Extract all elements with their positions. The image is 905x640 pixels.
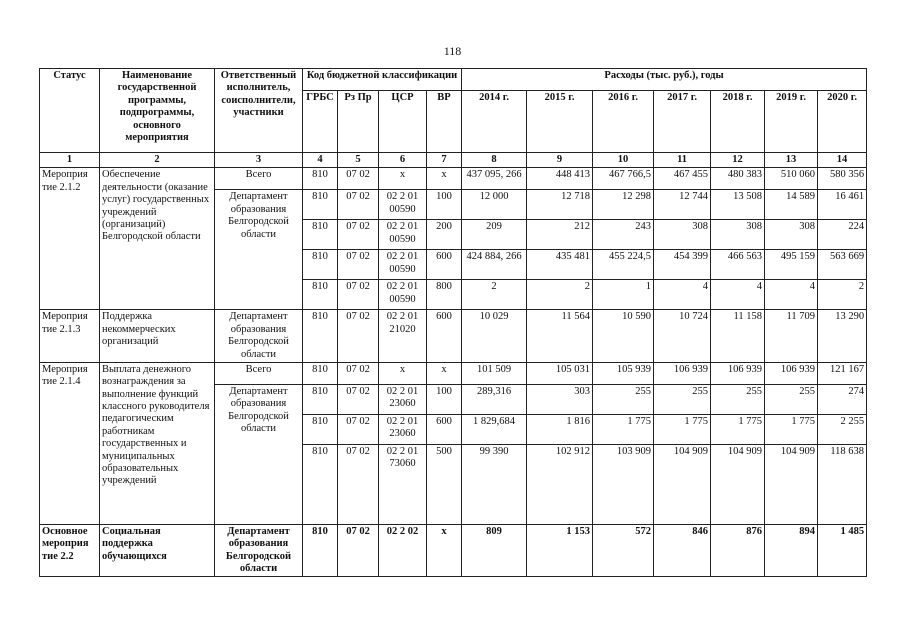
csr-cell: х (379, 362, 427, 384)
expense-value-cell: 14 589 (765, 190, 818, 220)
expense-value-cell: 106 939 (711, 362, 765, 384)
column-index: 3 (215, 153, 303, 168)
expense-value-cell: 2 (462, 280, 527, 310)
grbs-cell: 810 (303, 384, 338, 414)
column-index: 10 (593, 153, 654, 168)
expense-value-cell: 13 290 (818, 310, 867, 363)
rzpr-cell: 07 02 (338, 310, 379, 363)
csr-cell: 02 2 01 00590 (379, 220, 427, 250)
responsible-cell: Департамент образования Белгородской области (215, 524, 303, 577)
expense-value-cell: 876 (711, 524, 765, 577)
expense-value-cell: 104 909 (711, 444, 765, 524)
expense-value-cell: 274 (818, 384, 867, 414)
responsible-cell: Департамент образования Белгородской области (215, 190, 303, 310)
expense-value-cell: 10 029 (462, 310, 527, 363)
expense-value-cell: 16 461 (818, 190, 867, 220)
expense-value-cell: 510 060 (765, 168, 818, 190)
expense-value-cell: 455 224,5 (593, 250, 654, 280)
header-year: 2015 г. (527, 91, 593, 153)
expense-value-cell: 303 (527, 384, 593, 414)
csr-cell: 02 2 01 73060 (379, 444, 427, 524)
expense-value-cell: 255 (654, 384, 711, 414)
header-vr: ВР (427, 91, 462, 153)
header-responsible: Ответственный исполнитель, соисполнители, участники (215, 69, 303, 153)
expense-value-cell: 308 (654, 220, 711, 250)
measure-name-cell: Социальная поддержка обучающихся (100, 524, 215, 577)
rzpr-cell: 07 02 (338, 250, 379, 280)
status-cell: Мероприя тие 2.1.3 (40, 310, 100, 363)
expense-value-cell: 308 (711, 220, 765, 250)
csr-cell: 02 2 01 00590 (379, 190, 427, 220)
expense-value-cell: 809 (462, 524, 527, 577)
vr-cell: 600 (427, 310, 462, 363)
vr-cell: 100 (427, 190, 462, 220)
column-index: 5 (338, 153, 379, 168)
header-year: 2019 г. (765, 91, 818, 153)
expense-value-cell: 104 909 (654, 444, 711, 524)
grbs-cell: 810 (303, 414, 338, 444)
responsible-cell: Департамент образования Белгородской области (215, 310, 303, 363)
expense-value-cell: 11 709 (765, 310, 818, 363)
expense-value-cell: 448 413 (527, 168, 593, 190)
csr-cell: 02 2 01 00590 (379, 280, 427, 310)
vr-cell: х (427, 524, 462, 577)
rzpr-cell: 07 02 (338, 362, 379, 384)
expense-value-cell: 4 (765, 280, 818, 310)
expense-value-cell: 11 564 (527, 310, 593, 363)
header-year: 2017 г. (654, 91, 711, 153)
csr-cell: 02 2 01 21020 (379, 310, 427, 363)
column-index: 1 (40, 153, 100, 168)
expense-value-cell: 894 (765, 524, 818, 577)
expense-value-cell: 1 829,684 (462, 414, 527, 444)
rzpr-cell: 07 02 (338, 444, 379, 524)
header-year: 2016 г. (593, 91, 654, 153)
expense-value-cell: 118 638 (818, 444, 867, 524)
expense-value-cell: 424 884, 266 (462, 250, 527, 280)
expense-value-cell: 106 939 (654, 362, 711, 384)
expense-value-cell: 10 590 (593, 310, 654, 363)
responsible-cell: Всего (215, 168, 303, 190)
expense-value-cell: 209 (462, 220, 527, 250)
csr-cell: 02 2 01 23060 (379, 414, 427, 444)
column-index: 11 (654, 153, 711, 168)
expense-value-cell: 2 (527, 280, 593, 310)
measure-name-cell: Обеспечение деятельности (оказание услуг) государственных учреждений (организаций) Белгородской области (100, 168, 215, 310)
expense-value-cell: 580 356 (818, 168, 867, 190)
expense-value-cell: 563 669 (818, 250, 867, 280)
header-year: 2014 г. (462, 91, 527, 153)
expense-value-cell: 101 509 (462, 362, 527, 384)
header-year: 2020 г. (818, 91, 867, 153)
expense-value-cell: 255 (593, 384, 654, 414)
column-index: 13 (765, 153, 818, 168)
expense-value-cell: 289,316 (462, 384, 527, 414)
csr-cell: 02 2 02 (379, 524, 427, 577)
grbs-cell: 810 (303, 310, 338, 363)
measure-name-cell: Выплата денежного вознаграждения за выполнение функций классного руководителя педагогическим работникам государственных и муниципальных образовательных учреждений (100, 362, 215, 524)
column-index: 6 (379, 153, 427, 168)
expense-value-cell: 104 909 (765, 444, 818, 524)
expense-value-cell: 224 (818, 220, 867, 250)
header-csr: ЦСР (379, 91, 427, 153)
grbs-cell: 810 (303, 280, 338, 310)
expense-value-cell: 467 455 (654, 168, 711, 190)
column-index: 14 (818, 153, 867, 168)
budget-table (39, 68, 867, 577)
header-expenses: Расходы (тыс. руб.), годы (462, 69, 867, 91)
responsible-cell: Департамент образования Белгородской области (215, 384, 303, 524)
vr-cell: 200 (427, 220, 462, 250)
grbs-cell: 810 (303, 362, 338, 384)
status-cell: Мероприя тие 2.1.4 (40, 362, 100, 524)
rzpr-cell: 07 02 (338, 168, 379, 190)
expense-value-cell: 12 298 (593, 190, 654, 220)
column-index: 12 (711, 153, 765, 168)
expense-value-cell: 99 390 (462, 444, 527, 524)
measure-name-cell: Поддержка некоммерческих организаций (100, 310, 215, 363)
header-rzpr: Рз Пр (338, 91, 379, 153)
expense-value-cell: 12 000 (462, 190, 527, 220)
header-budget-code: Код бюджетной классификации (303, 69, 462, 91)
grbs-cell: 810 (303, 220, 338, 250)
header-name: Наименование государственной программы, подпрограммы, основного мероприятия (100, 69, 215, 153)
header-status: Статус (40, 69, 100, 153)
column-index: 9 (527, 153, 593, 168)
column-index: 2 (100, 153, 215, 168)
table-row (40, 310, 867, 363)
expense-value-cell: 10 724 (654, 310, 711, 363)
header-grbs: ГРБС (303, 91, 338, 153)
expense-value-cell: 255 (711, 384, 765, 414)
expense-value-cell: 4 (711, 280, 765, 310)
expense-value-cell: 2 (818, 280, 867, 310)
expense-value-cell: 12 744 (654, 190, 711, 220)
expense-value-cell: 12 718 (527, 190, 593, 220)
column-index: 7 (427, 153, 462, 168)
grbs-cell: 810 (303, 168, 338, 190)
responsible-cell: Всего (215, 362, 303, 384)
expense-value-cell: 308 (765, 220, 818, 250)
expense-value-cell: 437 095, 266 (462, 168, 527, 190)
grbs-cell: 810 (303, 524, 338, 577)
expense-value-cell: 454 399 (654, 250, 711, 280)
rzpr-cell: 07 02 (338, 190, 379, 220)
expense-value-cell: 11 158 (711, 310, 765, 363)
expense-value-cell: 1 775 (765, 414, 818, 444)
grbs-cell: 810 (303, 250, 338, 280)
column-index: 4 (303, 153, 338, 168)
expense-value-cell: 13 508 (711, 190, 765, 220)
rzpr-cell: 07 02 (338, 220, 379, 250)
expense-value-cell: 572 (593, 524, 654, 577)
expense-value-cell: 102 912 (527, 444, 593, 524)
expense-value-cell: 106 939 (765, 362, 818, 384)
expense-value-cell: 480 383 (711, 168, 765, 190)
csr-cell: х (379, 168, 427, 190)
grbs-cell: 810 (303, 190, 338, 220)
expense-value-cell: 212 (527, 220, 593, 250)
table-row (40, 362, 867, 384)
vr-cell: 800 (427, 280, 462, 310)
expense-value-cell: 846 (654, 524, 711, 577)
expense-value-cell: 105 031 (527, 362, 593, 384)
expense-value-cell: 1 775 (711, 414, 765, 444)
vr-cell: 600 (427, 250, 462, 280)
vr-cell: 100 (427, 384, 462, 414)
expense-value-cell: 103 909 (593, 444, 654, 524)
expense-value-cell: 121 167 (818, 362, 867, 384)
status-cell: Основное мероприя тие 2.2 (40, 524, 100, 577)
expense-value-cell: 1 816 (527, 414, 593, 444)
expense-value-cell: 466 563 (711, 250, 765, 280)
rzpr-cell: 07 02 (338, 280, 379, 310)
expense-value-cell: 1 775 (593, 414, 654, 444)
rzpr-cell: 07 02 (338, 384, 379, 414)
expense-value-cell: 243 (593, 220, 654, 250)
column-index: 8 (462, 153, 527, 168)
table-row (40, 524, 867, 577)
rzpr-cell: 07 02 (338, 414, 379, 444)
expense-value-cell: 2 255 (818, 414, 867, 444)
vr-cell: 600 (427, 414, 462, 444)
expense-value-cell: 255 (765, 384, 818, 414)
expense-value-cell: 105 939 (593, 362, 654, 384)
expense-value-cell: 467 766,5 (593, 168, 654, 190)
status-cell: Мероприя тие 2.1.2 (40, 168, 100, 310)
expense-value-cell: 1 (593, 280, 654, 310)
csr-cell: 02 2 01 23060 (379, 384, 427, 414)
csr-cell: 02 2 01 00590 (379, 250, 427, 280)
table-row (40, 168, 867, 190)
vr-cell: х (427, 362, 462, 384)
expense-value-cell: 4 (654, 280, 711, 310)
grbs-cell: 810 (303, 444, 338, 524)
rzpr-cell: 07 02 (338, 524, 379, 577)
page-number: 118 (443, 44, 462, 58)
header-year: 2018 г. (711, 91, 765, 153)
expense-value-cell: 435 481 (527, 250, 593, 280)
vr-cell: 500 (427, 444, 462, 524)
expense-value-cell: 1 775 (654, 414, 711, 444)
expense-value-cell: 495 159 (765, 250, 818, 280)
vr-cell: х (427, 168, 462, 190)
expense-value-cell: 1 485 (818, 524, 867, 577)
expense-value-cell: 1 153 (527, 524, 593, 577)
